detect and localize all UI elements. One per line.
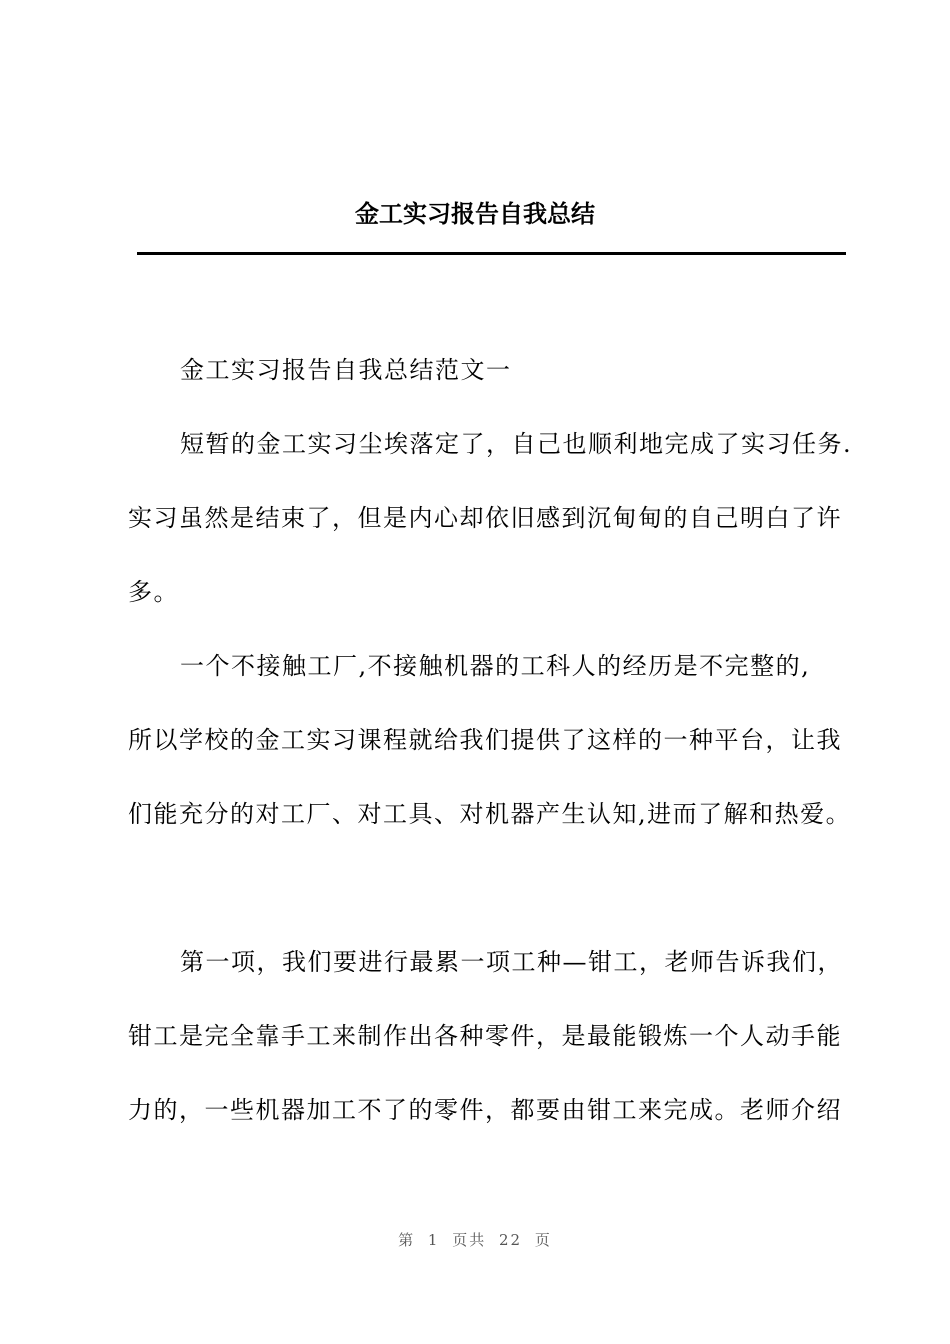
paragraph-line: 实习虽然是结束了，但是内心却依旧感到沉甸甸的自己明白了许	[128, 504, 842, 532]
paragraph-line: 力的，一些机器加工不了的零件，都要由钳工来完成。老师介绍	[128, 1096, 842, 1124]
paragraph-line: 多。	[128, 578, 179, 606]
paragraph-line: 所以学校的金工实习课程就给我们提供了这样的一种平台，让我	[128, 726, 842, 754]
section-heading: 金工实习报告自我总结范文一	[180, 356, 512, 384]
paragraph-line: 第一项，我们要进行最累一项工种—钳工，老师告诉我们，	[180, 948, 843, 976]
paragraph-line: 一个不接触工厂,不接触机器的工科人的经历是不完整的,	[180, 652, 811, 680]
paragraph-line: 钳工是完全靠手工来制作出各种零件，是最能锻炼一个人动手能	[128, 1022, 842, 1050]
document-title: 金工实习报告自我总结	[355, 199, 595, 228]
page-number-footer: 第 1 页共 22 页	[398, 1231, 552, 1249]
title-underline	[137, 252, 846, 255]
paragraph-line: 们能充分的对工厂、对工具、对机器产生认知,进而了解和热爱。	[128, 800, 852, 828]
paragraph-line: 短暂的金工实习尘埃落定了，自己也顺利地完成了实习任务.	[180, 430, 853, 458]
